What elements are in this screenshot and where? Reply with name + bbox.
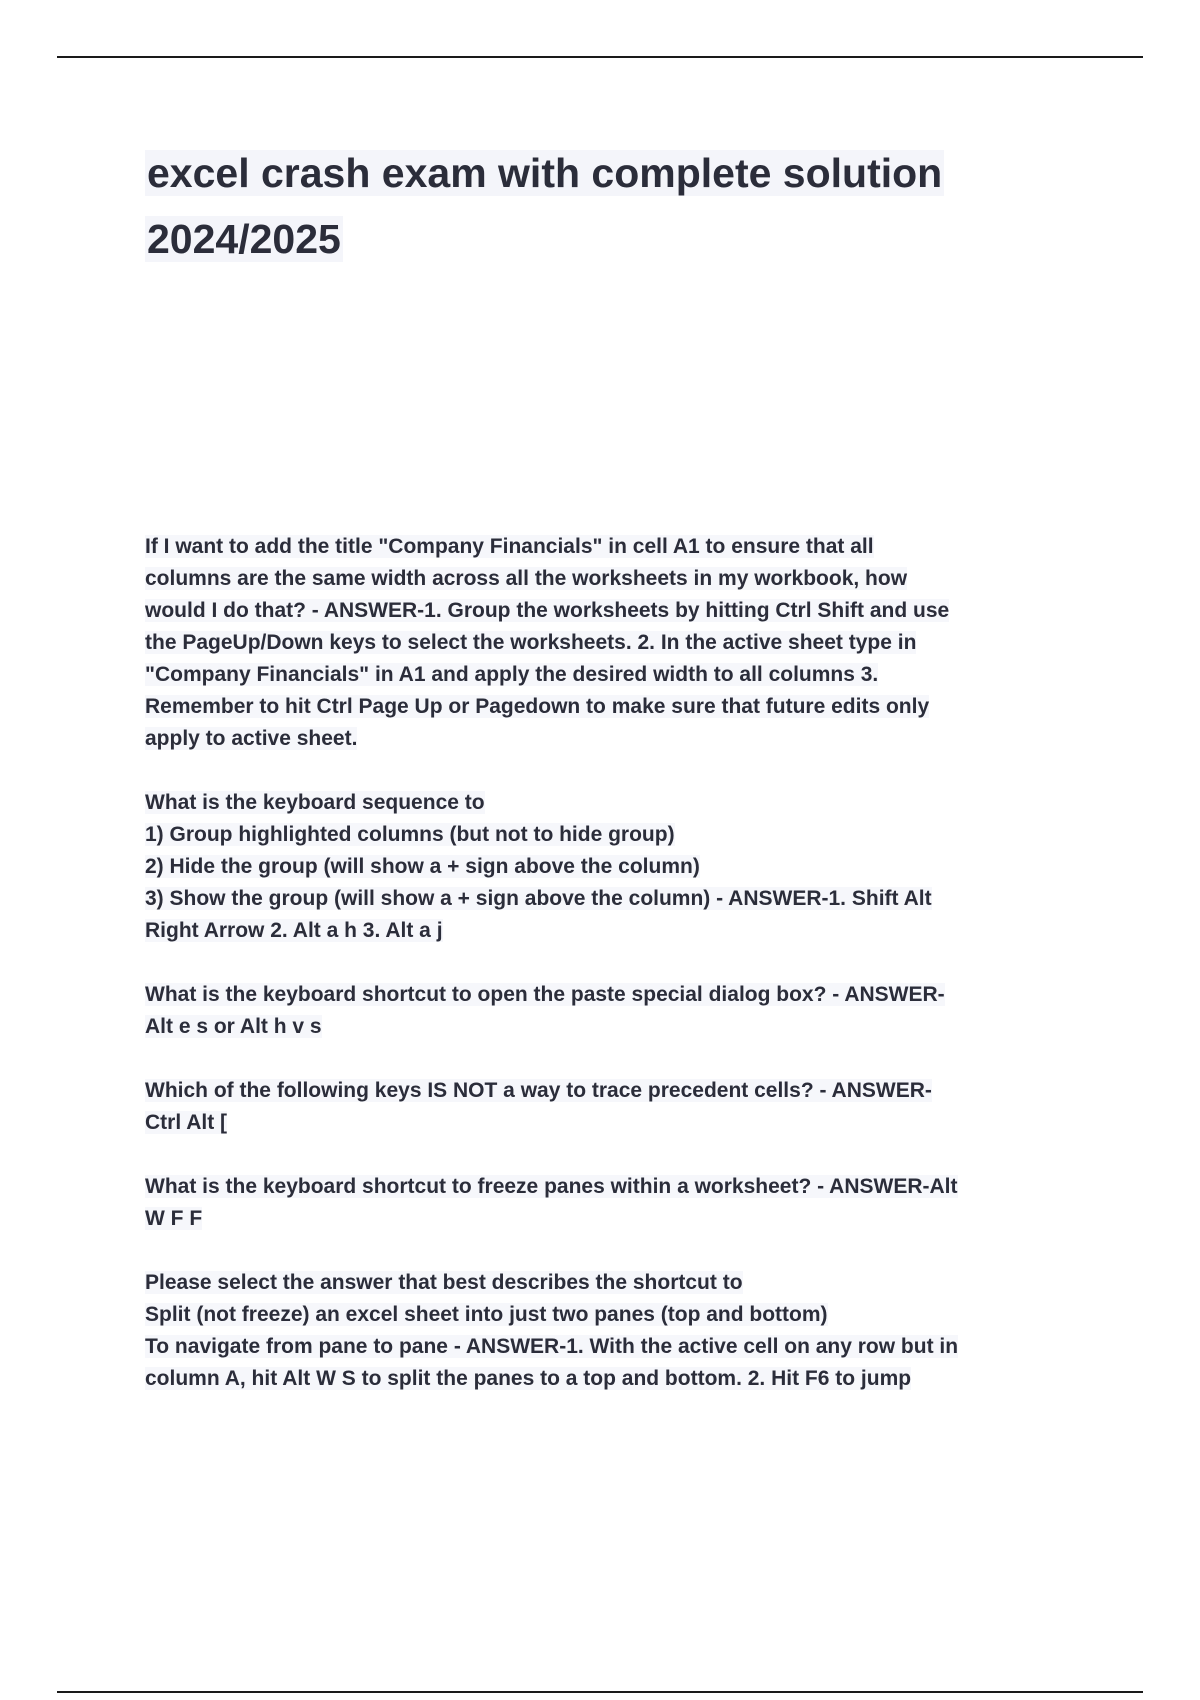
qa-item [145,787,1085,947]
qa-item [145,1075,1085,1139]
title-line: 2024/2025 [147,216,341,262]
qa-line: Alt e s or Alt h v s [145,1015,322,1038]
qa-line: W F F [145,1207,203,1230]
qa-line: 2) Hide the group (will show a + sign above the column) [145,855,700,878]
qa-line: What is the keyboard sequence to [145,791,485,814]
qa-line: column A, hit Alt W S to split the panes to a top and bottom. 2. Hit F6 to jump [145,1367,912,1390]
qa-line: "Company Financials" in A1 and apply the desired width to all columns 3. [145,663,879,686]
qa-line: 1) Group highlighted columns (but not to hide group) [145,823,675,846]
qa-item [145,531,1085,755]
qa-line: Remember to hit Ctrl Page Up or Pagedown to make sure that future edits only [145,695,930,718]
qa-line: Ctrl Alt [ [145,1111,228,1134]
qa-line: Split (not freeze) an excel sheet into just two panes (top and bottom) [145,1303,828,1326]
qa-line: Please select the answer that best describes the shortcut to [145,1271,743,1294]
qa-item [145,1267,1085,1395]
qa-list [145,531,1085,1395]
document-title [145,140,1085,272]
footer-rule [57,1691,1143,1693]
qa-line: Which of the following keys IS NOT a way to trace precedent cells? - ANSWER- [145,1079,932,1102]
qa-line: the PageUp/Down keys to select the worksheets. 2. In the active sheet type in [145,631,917,654]
qa-line: would I do that? - ANSWER-1. Group the worksheets by hitting Ctrl Shift and use [145,599,950,622]
title-line: excel crash exam with complete solution [147,150,943,196]
qa-item [145,1171,1085,1235]
qa-line: What is the keyboard shortcut to open the paste special dialog box? - ANSWER- [145,983,945,1006]
qa-item [145,979,1085,1043]
page-content [145,140,1085,1427]
qa-line: What is the keyboard shortcut to freeze panes within a worksheet? - ANSWER-Alt [145,1175,958,1198]
qa-line: Right Arrow 2. Alt a h 3. Alt a j [145,919,443,942]
qa-line: apply to active sheet. [145,727,358,750]
header-rule [57,56,1143,58]
qa-line: columns are the same width across all the worksheets in my workbook, how [145,567,908,590]
qa-line: If I want to add the title "Company Financials" in cell A1 to ensure that all [145,535,874,558]
qa-line: To navigate from pane to pane - ANSWER-1. With the active cell on any row but in [145,1335,959,1358]
qa-line: 3) Show the group (will show a + sign above the column) - ANSWER-1. Shift Alt [145,887,932,910]
